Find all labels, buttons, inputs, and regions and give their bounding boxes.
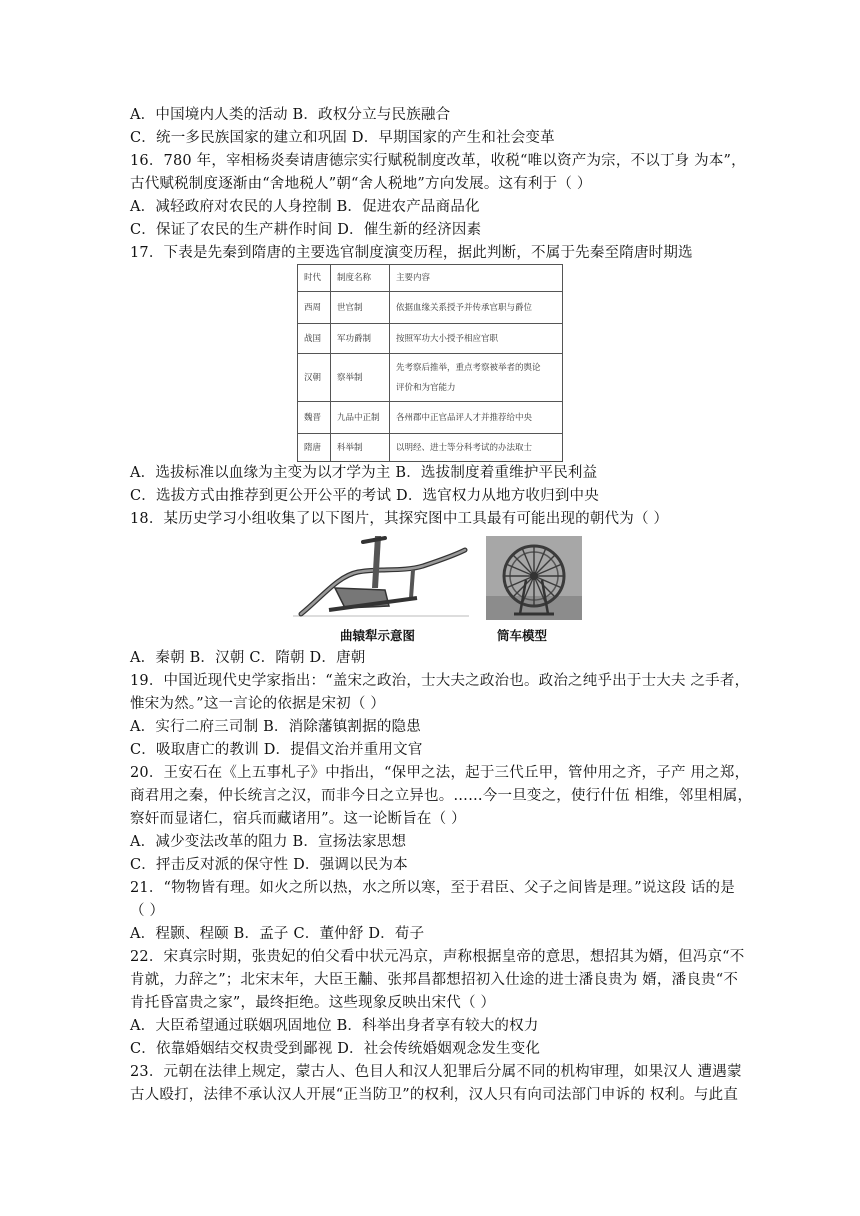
- table-cell-line: 评价和为官能力: [396, 382, 456, 393]
- table-cell: 西周: [298, 292, 331, 324]
- q23-stem-line1: 23．元朝在法律上规定，蒙古人、色目人和汉人犯罪后分属不同的机构审理，如果汉人 遭遇蒙: [130, 1064, 742, 1080]
- q17-stem: 17．下表是先秦到隋唐的主要选官制度演变历程，据此判断，不属于先秦至隋唐时期选: [130, 245, 693, 261]
- q20-options-ab: A．减少变法改革的阻力 B．宣扬法家思想: [130, 834, 407, 850]
- table-cell: 汉朝: [298, 354, 331, 402]
- q15-options-cd: C．统一多民族国家的建立和巩固 D．早期国家的产生和社会变革: [130, 130, 555, 146]
- table-row: [298, 354, 563, 402]
- q22-options-cd: C．依靠婚姻结交权贵受到鄙视 D．社会传统婚姻观念发生变化: [130, 1041, 541, 1057]
- table-cell: 各州郡中正官品评人才并推荐给中央: [390, 402, 563, 434]
- q16-options-cd: C．保证了农民的生产耕作时间 D．催生新的经济因素: [130, 222, 482, 238]
- table-cell: 九品中正制: [331, 402, 390, 434]
- table-header-cell: 制度名称: [331, 265, 390, 292]
- q16-stem-line2: 古代赋税制度逐渐由“舍地税人”朝“舍人税地”方向发展。这有利于（ ）: [130, 176, 592, 192]
- table-cell: 科举制: [331, 434, 390, 462]
- table-cell-line: 先考察后推举，重点考察被举者的舆论: [396, 362, 541, 373]
- table-header-cell: 主要内容: [390, 265, 563, 292]
- table-row: [298, 434, 563, 462]
- q19-stem-line2: 惟宋为然。”这一言论的依据是宋初（ ）: [130, 696, 386, 712]
- waterwheel-model-photo: [486, 536, 582, 620]
- table-row: [298, 292, 563, 324]
- q20-stem-line2: 商君用之秦，仲长统言之汉，而非今日之立异也。……今一旦变之，使行什伍 相维，邻里相属，: [130, 788, 753, 804]
- q20-options-cd: C．抨击反对派的保守性 D．强调以民为本: [130, 857, 408, 873]
- selection-system-table: [297, 264, 563, 462]
- table-cell: 魏晋: [298, 402, 331, 434]
- table-header-row: [298, 265, 563, 292]
- table-cell: 隋唐: [298, 434, 331, 462]
- table-cell: 按照军功大小授予相应官职: [390, 324, 563, 354]
- q21-options: A．程颢、程颐 B．孟子 C．董仲舒 D．荀子: [130, 926, 425, 942]
- q15-options-ab: A．中国境内人类的活动 B．政权分立与民族融合: [130, 107, 451, 123]
- q21-stem-line2: （ ）: [130, 903, 165, 919]
- table-cell: 战国: [298, 324, 331, 354]
- q22-options-ab: A．大臣希望通过联姻巩固地位 B．科举出身者享有较大的权力: [130, 1018, 539, 1034]
- q18-stem: 18．某历史学习小组收集了以下图片，其探究图中工具最有可能出现的朝代为（ ）: [130, 511, 669, 527]
- table-cell: 军功爵制: [331, 324, 390, 354]
- q22-stem-line1: 22．宋真宗时期，张贵妃的伯父看中状元冯京，声称根据皇帝的意思，想招其为婿，但冯京“不: [130, 949, 745, 965]
- q21-stem-line1: 21．“物物皆有理。如火之所以热，水之所以寒，至于君臣、父子之间皆是理。”说这段 话的是: [130, 880, 735, 896]
- table-row: [298, 402, 563, 434]
- q20-stem-line3: 察奸而显诸仁，宿兵而藏诸用”。这一论断旨在（ ）: [130, 811, 466, 827]
- q17-options-cd: C．选拔方式由推荐到更公开公平的考试 D．选官权力从地方收归到中央: [130, 488, 599, 504]
- q23-stem-line2: 古人殴打，法律不承认汉人开展“正当防卫”的权利，汉人只有向司法部门申诉的 权利。与此直: [130, 1087, 739, 1103]
- q22-stem-line3: 肯托昏富贵之家”，最终拒绝。这些现象反映出宋代（ ）: [130, 995, 496, 1011]
- q16-options-ab: A．减轻政府对农民的人身控制 B．促进农产品商品化: [130, 199, 480, 215]
- table-header-cell: 时代: [298, 265, 331, 292]
- curved-plow-illustration: [293, 536, 469, 620]
- table-cell: 以明经、进士等分科考试的办法取士: [390, 434, 563, 462]
- q19-options-ab: A．实行二府三司制 B．消除藩镇割据的隐患: [130, 719, 421, 735]
- q16-stem-line1: 16．780 年，宰相杨炎奏请唐德宗实行赋税制度改革，收税“唯以资产为宗，不以丁身 为本”，: [130, 153, 746, 169]
- q19-stem-line1: 19．中国近现代史学家指出：“盖宋之政治，士大夫之政治也。政治之纯乎出于士大夫 之手者，: [130, 673, 750, 689]
- plow-caption: 曲辕犁示意图: [340, 628, 416, 643]
- table-cell: 依据血缘关系授予并传承官职与爵位: [390, 292, 563, 324]
- table-row: [298, 324, 563, 354]
- q18-options: A．秦朝 B．汉朝 C．隋朝 D．唐朝: [130, 650, 366, 666]
- q22-stem-line2: 肯就，力辞之”；北宋末年，大臣王黼、张邦昌都想招初入仕途的进士潘良贵为 婿，潘良贵“不: [130, 972, 739, 988]
- table-cell: [390, 354, 563, 402]
- waterwheel-caption: 筒车模型: [497, 628, 548, 643]
- table-cell: 世官制: [331, 292, 390, 324]
- q20-stem-line1: 20．王安石在《上五事札子》中指出，“保甲之法，起于三代丘甲，管仲用之齐，子产 用之郑，: [130, 765, 750, 781]
- q17-options-ab: A．选拔标准以血缘为主变为以才学为主 B．选拔制度着重维护平民利益: [130, 465, 598, 481]
- table-cell: 察举制: [331, 354, 390, 402]
- q19-options-cd: C．吸取唐亡的教训 D．提倡文治并重用文官: [130, 742, 423, 758]
